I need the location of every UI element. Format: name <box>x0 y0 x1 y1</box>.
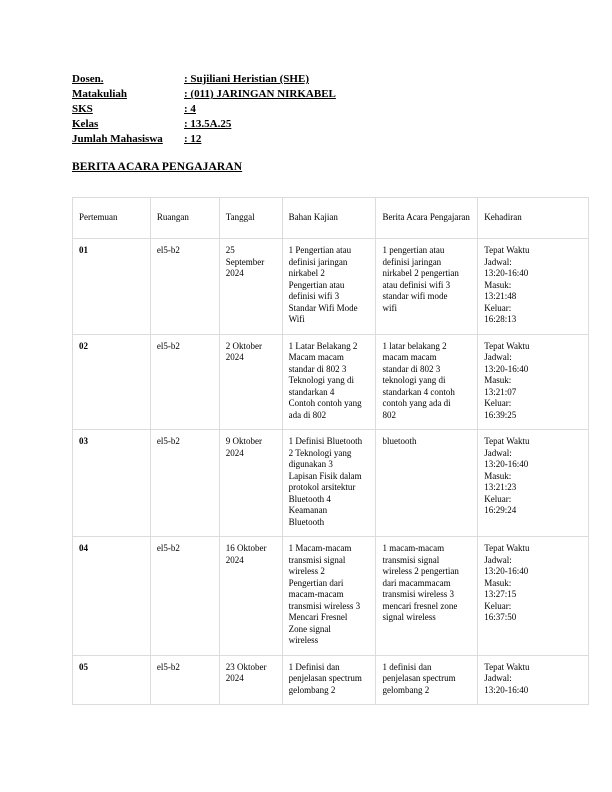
cell-ruangan: el5-b2 <box>150 537 219 656</box>
cell-kehadiran: Tepat Waktu Jadwal: 13:20-16:40 Masuk: 13:21:23 Keluar: 16:29:24 <box>478 430 589 537</box>
info-row-sks <box>72 102 336 117</box>
header-ruangan: Ruangan <box>150 198 219 239</box>
table-header-row <box>73 198 589 239</box>
cell-tanggal: 25 September 2024 <box>219 239 282 335</box>
header-pertemuan: Pertemuan <box>73 198 151 239</box>
table-row <box>73 239 589 335</box>
info-label: Jumlah Mahasiswa <box>72 133 163 145</box>
info-value: : Sujiliani Heristian (SHE) <box>184 73 309 85</box>
cell-kehadiran: Tepat Waktu Jadwal: 13:20-16:40 Masuk: 13:21:48 Keluar: 16:28:13 <box>478 239 589 335</box>
info-label: SKS <box>72 103 93 115</box>
cell-tanggal: 23 Oktober 2024 <box>219 655 282 705</box>
cell-berita-acara: bluetooth <box>376 430 478 537</box>
info-value: : (011) JARINGAN NIRKABEL <box>184 88 336 100</box>
cell-bahan-kajian: 1 Latar Belakang 2 Macam macam standar di 802 3 Teknologi yang di standarkan 4 Contoh contoh yang ada di 802 <box>282 334 376 430</box>
cell-ruangan: el5-b2 <box>150 239 219 335</box>
cell-tanggal: 16 Oktober 2024 <box>219 537 282 656</box>
header-bahan-kajian: Bahan Kajian <box>282 198 376 239</box>
cell-ruangan: el5-b2 <box>150 334 219 430</box>
cell-berita-acara: 1 pengertian atau definisi jaringan nirkabel 2 pengertian atau definisi wifi 3 standar wifi mode wifi <box>376 239 478 335</box>
cell-kehadiran: Tepat Waktu Jadwal: 13:20-16:40 Masuk: 13:21:07 Keluar: 16:39:25 <box>478 334 589 430</box>
table-row <box>73 655 589 705</box>
cell-pertemuan: 03 <box>73 430 151 537</box>
cell-bahan-kajian: 1 Pengertian atau definisi jaringan nirkabel 2 Pengertian atau definisi wifi 3 Standar Wifi Mode Wifi <box>282 239 376 335</box>
info-row-jumlah-mahasiswa <box>72 132 336 147</box>
cell-bahan-kajian: 1 Macam-macam transmisi signal wireless 2 Pengertian dari macam-macam transmisi wireless 3 Mencari Fresnel Zone signal wireless <box>282 537 376 656</box>
course-info <box>72 72 336 147</box>
table-row <box>73 537 589 656</box>
cell-tanggal: 2 Oktober 2024 <box>219 334 282 430</box>
info-value: : 13.5A.25 <box>184 118 232 130</box>
cell-bahan-kajian: 1 Definisi dan penjelasan spectrum gelombang 2 <box>282 655 376 705</box>
info-value: : 12 <box>184 133 202 145</box>
cell-pertemuan: 01 <box>73 239 151 335</box>
header-berita-acara: Berita Acara Pengajaran <box>376 198 478 239</box>
info-label: Matakuliah <box>72 88 128 100</box>
cell-tanggal: 9 Oktober 2024 <box>219 430 282 537</box>
cell-berita-acara: 1 latar belakang 2 macam macam standar di 802 3 teknologi yang di standarkan 4 contoh contoh yang ada di 802 <box>376 334 478 430</box>
cell-berita-acara: 1 macam-macam transmisi signal wireless 2 pengertian dari macammacam transmisi wireless 3 mencari fresnel zone signal wireless <box>376 537 478 656</box>
header-tanggal: Tanggal <box>219 198 282 239</box>
table-row <box>73 334 589 430</box>
cell-pertemuan: 04 <box>73 537 151 656</box>
cell-kehadiran: Tepat Waktu Jadwal: 13:20-16:40 Masuk: 13:27:15 Keluar: 16:37:50 <box>478 537 589 656</box>
header-kehadiran: Kehadiran <box>478 198 589 239</box>
section-title: BERITA ACARA PENGAJARAN <box>72 161 243 173</box>
info-row-dosen <box>72 72 336 87</box>
table-row <box>73 430 589 537</box>
cell-kehadiran: Tepat Waktu Jadwal: 13:20-16:40 <box>478 655 589 705</box>
cell-berita-acara: 1 definisi dan penjelasan spectrum gelombang 2 <box>376 655 478 705</box>
cell-pertemuan: 02 <box>73 334 151 430</box>
info-value: : 4 <box>184 103 196 115</box>
info-row-matakuliah <box>72 87 336 102</box>
cell-bahan-kajian: 1 Definisi Bluetooth 2 Teknologi yang digunakan 3 Lapisan Fisik dalam protokol arsitektur Bluetooth 4 Keamanan Bluetooth <box>282 430 376 537</box>
info-label: Dosen. <box>72 73 104 85</box>
info-label: Kelas <box>72 118 99 130</box>
cell-ruangan: el5-b2 <box>150 655 219 705</box>
teaching-record-table <box>72 197 589 705</box>
info-row-kelas <box>72 117 336 132</box>
cell-pertemuan: 05 <box>73 655 151 705</box>
cell-ruangan: el5-b2 <box>150 430 219 537</box>
